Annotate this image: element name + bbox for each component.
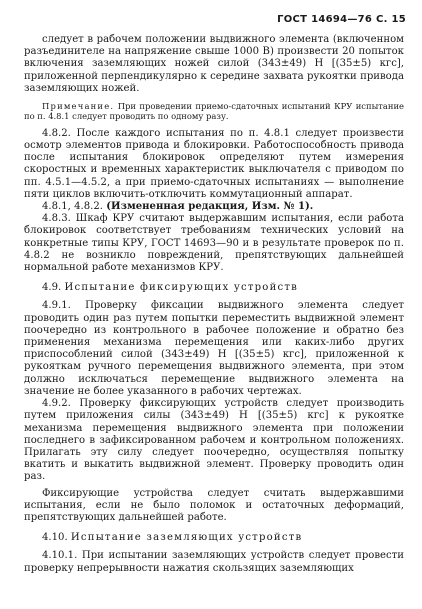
paragraph-4-9-1: 4.9.1. Проверку фиксации выдвижного элемента следует проводить один раз путем попытки переместить выдвижной элемент поочередно из контрольного в рабочее положение и обратно без применения механизма перемещения или каких-либо других приспособлений силой (343±49) Н [(35±5) кгс], приложенной к рукояткам ручного перемещения выдвижного элемента, при этом должно исключаться перемещение выдвижного элемента на значение не более указанного в рабочих чертежах. bbox=[24, 300, 404, 397]
page-header: ГОСТ 14694—76 С. 15 bbox=[277, 14, 406, 25]
paragraph-4-8-2: 4.8.2. После каждого испытания по п. 4.8.1 следует произвести осмотр элементов привода и блокировки. Работоспособность привода после испытания блокировок определяют путем измерения скоростных и временных характеристик выключателя с приводом по пп. 4.5.1—4.5.2, а при приемо-сдаточных испытаниях — выполнение пяти циклов включить-отключить коммутационный аппарат. bbox=[24, 127, 404, 200]
paragraph-4-8-3: 4.8.3. Шкаф КРУ считают выдержавшим испытания, если работа блокировок соответствует требованиям технических условий на конкретные типы КРУ, ГОСТ 14693—90 и в результате проверок по п. 4.8.2 не возникло повреждений, препятствующих дальнейшей нормальной работе механизмов КРУ. bbox=[24, 213, 404, 274]
change-note-bold: (Измененная редакция, Изм. № 1). bbox=[106, 201, 314, 213]
paragraph-4-9-2: 4.9.2. Проверку фиксирующих устройств следует производить путем приложения силы (343±49) Н [(35±5) кгс] к рукоятке механизма перемещения выдвижного элемента при положении последнего в зафиксированном рабочем и контрольном положениях. Прилагать эту силу следует поочередно, осуществляя попытку вкатить и выкатить выдвижной элемент. Проверку проводить один раз. bbox=[24, 398, 404, 483]
section-title: Испытание заземляющих устройств bbox=[70, 532, 303, 544]
section-number: 4.10. bbox=[42, 532, 68, 544]
section-heading-4-10 bbox=[24, 532, 404, 544]
note-label: Примечание. bbox=[42, 101, 115, 112]
section-heading-4-9 bbox=[24, 282, 404, 294]
note-text: При проведении приемо-сдаточных испытаний КРУ испытание по п. 4.8.1 следует проводить по одному разу. bbox=[24, 101, 404, 122]
change-note-prefix: 4.8.1, 4.8.2. bbox=[42, 201, 103, 213]
paragraph-4-10-1: 4.10.1. При испытании заземляющих устройств следует провести проверку непрерывности нажатия скользящих заземляющих bbox=[24, 550, 404, 574]
paragraph-fixing-devices: Фиксирующие устройства следует считать выдержавшими испытания, если не было поломок и остаточных деформаций, препятствующих дальнейшей работе. bbox=[24, 487, 404, 523]
paragraph-change-note bbox=[24, 201, 404, 213]
document-body bbox=[24, 34, 404, 575]
section-number: 4.9. bbox=[42, 282, 62, 294]
paragraph-continuation: следует в рабочем положении выдвижного элемента (включенном разъединителе на напряжение свыше 1000 В) произвести 20 попыток включения заземляющих ножей силой (343±49) Н [(35±5) кгс], приложенной перпендикулярно к середине захвата рукоятки привода заземляющих ножей. bbox=[24, 34, 404, 94]
section-title: Испытание фиксирующих устройств bbox=[64, 282, 299, 294]
note-paragraph bbox=[24, 101, 404, 122]
